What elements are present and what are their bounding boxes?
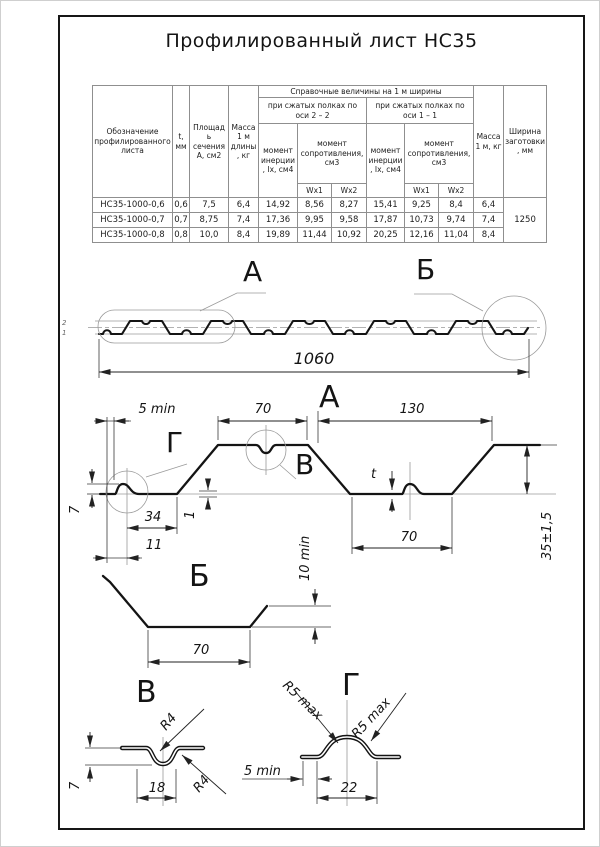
- section-b-title: Б: [189, 559, 210, 594]
- cell-area: 7,5: [190, 198, 229, 213]
- header-thickness: t, мм: [173, 86, 190, 198]
- section-v-view: [68, 675, 226, 806]
- cell-ix11: 15,41: [367, 198, 405, 213]
- cell-area: 8,75: [190, 213, 229, 228]
- dim-11: [93, 538, 162, 558]
- callout-g-leader: [146, 464, 187, 477]
- header-axis-1-1: при сжатых полках по оси 1 – 1: [367, 98, 474, 124]
- svg-text:R5 max: R5 max: [348, 695, 394, 742]
- cell-wx2-11: 9,74: [439, 213, 474, 228]
- svg-text:R4: R4: [190, 772, 214, 796]
- section-b-view: [103, 536, 331, 668]
- header-wx1: Wx1: [405, 184, 439, 198]
- header-inertia-2-2: момент инерции, Ix, см4: [259, 124, 298, 198]
- cell-ix11: 17,87: [367, 213, 405, 228]
- cell-area: 10,0: [190, 228, 229, 243]
- radius-r4-top: [158, 709, 204, 751]
- callout-v-label: В: [295, 448, 315, 481]
- section-g-profile: [302, 737, 399, 757]
- dim-bottom-flange-70: [352, 497, 452, 554]
- svg-text:70: 70: [254, 402, 272, 417]
- cell-name: НС35-1000-0,7: [93, 213, 173, 228]
- cell-wx1-11: 12,16: [405, 228, 439, 243]
- cell-ix11: 20,25: [367, 228, 405, 243]
- header-mass: Масса 1 м, кг: [474, 86, 504, 198]
- cell-wx2-11: 8,4: [439, 198, 474, 213]
- dim-5min-edge: [94, 402, 175, 421]
- dim-b-flange-70: [148, 630, 250, 668]
- cell-name: НС35-1000-0,8: [93, 228, 173, 243]
- dim-height-35: [527, 445, 555, 560]
- dim-b-lip-10min: [252, 536, 331, 644]
- cell-mass: 7,4: [474, 213, 504, 228]
- cell-ix22: 19,89: [259, 228, 298, 243]
- svg-text:R5 max: R5 max: [279, 678, 326, 724]
- dim-1: [183, 479, 217, 519]
- header-designation: Обозначение профилированного листа: [93, 86, 173, 198]
- svg-text:5 min: 5 min: [244, 764, 281, 779]
- cell-wx2-22: 10,92: [332, 228, 367, 243]
- svg-text:t: t: [371, 467, 377, 482]
- callout-g-label: Г: [166, 426, 184, 459]
- svg-text:70: 70: [192, 643, 210, 658]
- dim-g-edge-5min: [242, 761, 332, 786]
- callout-b-leader: [414, 294, 483, 311]
- svg-text:18: 18: [148, 781, 166, 796]
- dim-v-depth-7: [68, 732, 152, 790]
- radius-r5-left: [279, 678, 338, 743]
- callout-a-label: А: [243, 255, 263, 288]
- section-a-title: А: [319, 380, 340, 415]
- header-mass-length: Масса 1 м длины, кг: [229, 86, 259, 198]
- cell-t: 0,7: [173, 213, 190, 228]
- cell-mass: 6,4: [474, 198, 504, 213]
- cell-ix22: 14,92: [259, 198, 298, 213]
- cell-wx2-11: 11,04: [439, 228, 474, 243]
- header-area: Площадь сечения А, см2: [190, 86, 229, 198]
- cell-wx1-22: 9,95: [298, 213, 332, 228]
- svg-text:5 min: 5 min: [138, 402, 176, 417]
- svg-text:7: 7: [68, 781, 83, 790]
- header-resist-1-1: момент сопротивления, см3: [405, 124, 474, 184]
- dim-rib-height-7: [68, 469, 119, 514]
- cell-wx1-22: 11,44: [298, 228, 332, 243]
- svg-text:R4: R4: [157, 710, 181, 734]
- dim-v-width-18: [137, 769, 176, 803]
- svg-text:10 min: 10 min: [298, 535, 313, 581]
- svg-text:35±1,5: 35±1,5: [540, 511, 555, 560]
- svg-text:34: 34: [144, 510, 162, 525]
- cell-wx2-22: 8,27: [332, 198, 367, 213]
- svg-text:7: 7: [68, 505, 83, 514]
- axis-2-mark: 2: [62, 319, 67, 327]
- callout-v-leader: [280, 465, 296, 479]
- cell-mass-len: 7,4: [229, 213, 259, 228]
- cell-wx2-22: 9,58: [332, 213, 367, 228]
- dim-thickness-t: [371, 467, 392, 512]
- dim-top-flange-70: [218, 402, 307, 440]
- header-resist-2-2: момент сопротивления, см3: [298, 124, 367, 184]
- cell-blank-width: 1250: [504, 198, 547, 243]
- cell-wx1-11: 9,25: [405, 198, 439, 213]
- cell-t: 0,6: [173, 198, 190, 213]
- svg-text:130: 130: [399, 402, 425, 417]
- header-reference-group: Справочные величины на 1 м ширины: [259, 86, 474, 98]
- radius-r4-bottom: [182, 755, 226, 796]
- svg-text:70: 70: [400, 530, 418, 545]
- page-title: Профилированный лист НС35: [165, 30, 478, 52]
- section-g-title: Г: [342, 668, 361, 703]
- header-wx2: Wx2: [332, 184, 367, 198]
- svg-text:1: 1: [183, 510, 198, 519]
- cell-wx1-11: 10,73: [405, 213, 439, 228]
- dim-34: [127, 497, 177, 534]
- callout-b-label: Б: [416, 253, 436, 286]
- header-axis-2-2: при сжатых полках по оси 2 – 2: [259, 98, 367, 124]
- svg-text:22: 22: [340, 781, 358, 796]
- cell-name: НС35-1000-0,6: [93, 198, 173, 213]
- svg-text:11: 11: [145, 538, 163, 553]
- dim-pitch-130: [318, 402, 492, 441]
- cell-t: 0,8: [173, 228, 190, 243]
- cell-mass-len: 8,4: [229, 228, 259, 243]
- header-wx1: Wx1: [298, 184, 332, 198]
- header-inertia-1-1: момент инерции, Ix, см4: [367, 124, 405, 198]
- section-v-title: В: [136, 675, 157, 710]
- axis-1-mark: 1: [62, 329, 67, 337]
- cell-ix22: 17,36: [259, 213, 298, 228]
- dim-1060: [99, 339, 529, 378]
- header-wx2: Wx2: [439, 184, 474, 198]
- section-g-view: [242, 668, 406, 806]
- section-b-profile: [103, 576, 267, 627]
- cell-mass-len: 6,4: [229, 198, 259, 213]
- header-blank-width: Ширина заготовки, мм: [504, 86, 547, 198]
- cell-mass: 8,4: [474, 228, 504, 243]
- svg-text:1060: 1060: [293, 349, 335, 368]
- overview-profile-view: [62, 253, 546, 378]
- cell-wx1-22: 8,56: [298, 198, 332, 213]
- callout-a-leader: [200, 293, 266, 311]
- section-v-profile: [122, 748, 203, 764]
